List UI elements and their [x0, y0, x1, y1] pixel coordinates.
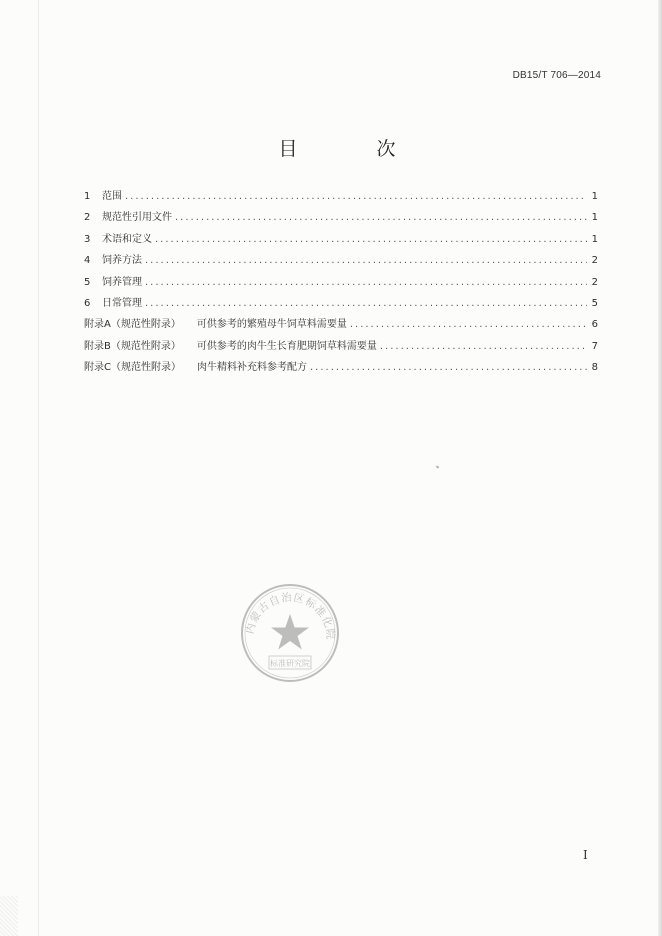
toc-entry-appendix[interactable]: [84, 358, 598, 379]
official-seal-stamp: [239, 582, 341, 684]
toc-entry-page: 2: [591, 276, 598, 288]
toc-entry-number: 6: [84, 297, 91, 309]
toc-entry-number: 5: [84, 276, 91, 288]
toc-entry-appendix[interactable]: [84, 337, 598, 358]
scan-noise: [0, 896, 18, 936]
toc-leader-dots: [350, 319, 587, 330]
table-of-contents: [84, 187, 598, 380]
toc-leader-dots: [380, 341, 587, 352]
scan-speck: [436, 465, 440, 468]
toc-entry[interactable]: [84, 187, 598, 208]
toc-entry[interactable]: [84, 230, 598, 251]
toc-leader-dots: [310, 362, 587, 373]
toc-leader-dots: [145, 255, 587, 266]
toc-entry-appendix[interactable]: [84, 315, 598, 336]
toc-entry-page: 8: [591, 362, 598, 374]
toc-entry-label: 可供参考的繁殖母牛饲草料需要量: [196, 319, 347, 331]
toc-leader-dots: [145, 298, 587, 309]
toc-entry-page: 1: [591, 191, 598, 202]
toc-entry-page: 2: [591, 255, 598, 267]
toc-title: 目 次: [278, 138, 426, 160]
page-number: I: [583, 848, 588, 862]
toc-entry[interactable]: [84, 251, 598, 272]
toc-entry[interactable]: [84, 273, 598, 294]
toc-leader-dots: [145, 277, 587, 288]
toc-leader-dots: [175, 212, 587, 223]
toc-entry-label: 范围: [102, 191, 122, 202]
toc-appendix-prefix: 附录A（规范性附录）: [84, 319, 181, 331]
toc-entry-number: 3: [84, 233, 91, 245]
toc-entry[interactable]: [84, 294, 598, 315]
toc-entry-label: 饲养方法: [102, 255, 142, 267]
toc-entry-number: 4: [84, 255, 91, 267]
toc-entry-page: 7: [591, 340, 598, 352]
standard-number: DB15/T 706—2014: [512, 70, 601, 81]
toc-entry-label: 日常管理: [102, 297, 142, 309]
toc-entry[interactable]: [84, 208, 598, 229]
toc-leader-dots: [125, 191, 587, 202]
toc-entry-page: 6: [591, 319, 598, 331]
toc-entry-label: 可供参考的肉牛生长育肥期饲草料需要量: [196, 340, 377, 352]
toc-entry-page: 1: [591, 233, 598, 245]
toc-entry-page: 5: [591, 297, 598, 309]
toc-entry-number: 2: [84, 212, 91, 224]
toc-entry-label: 规范性引用文件: [102, 212, 172, 224]
svg-text:内蒙古自治区标准化院: 内蒙古自治区标准化院: [244, 591, 337, 641]
toc-appendix-prefix: 附录C（规范性附录）: [84, 362, 181, 374]
toc-entry-number: 1: [84, 191, 91, 202]
star-icon: [271, 614, 309, 650]
toc-entry-label: 饲养管理: [102, 276, 142, 288]
toc-entry-label: 术语和定义: [102, 233, 152, 245]
toc-entry-label: 肉牛精料补充料参考配方: [196, 362, 307, 374]
toc-entry-page: 1: [591, 212, 598, 224]
toc-appendix-prefix: 附录B（规范性附录）: [84, 340, 181, 352]
svg-text:标准研究院: 标准研究院: [270, 659, 310, 668]
toc-leader-dots: [155, 234, 587, 245]
